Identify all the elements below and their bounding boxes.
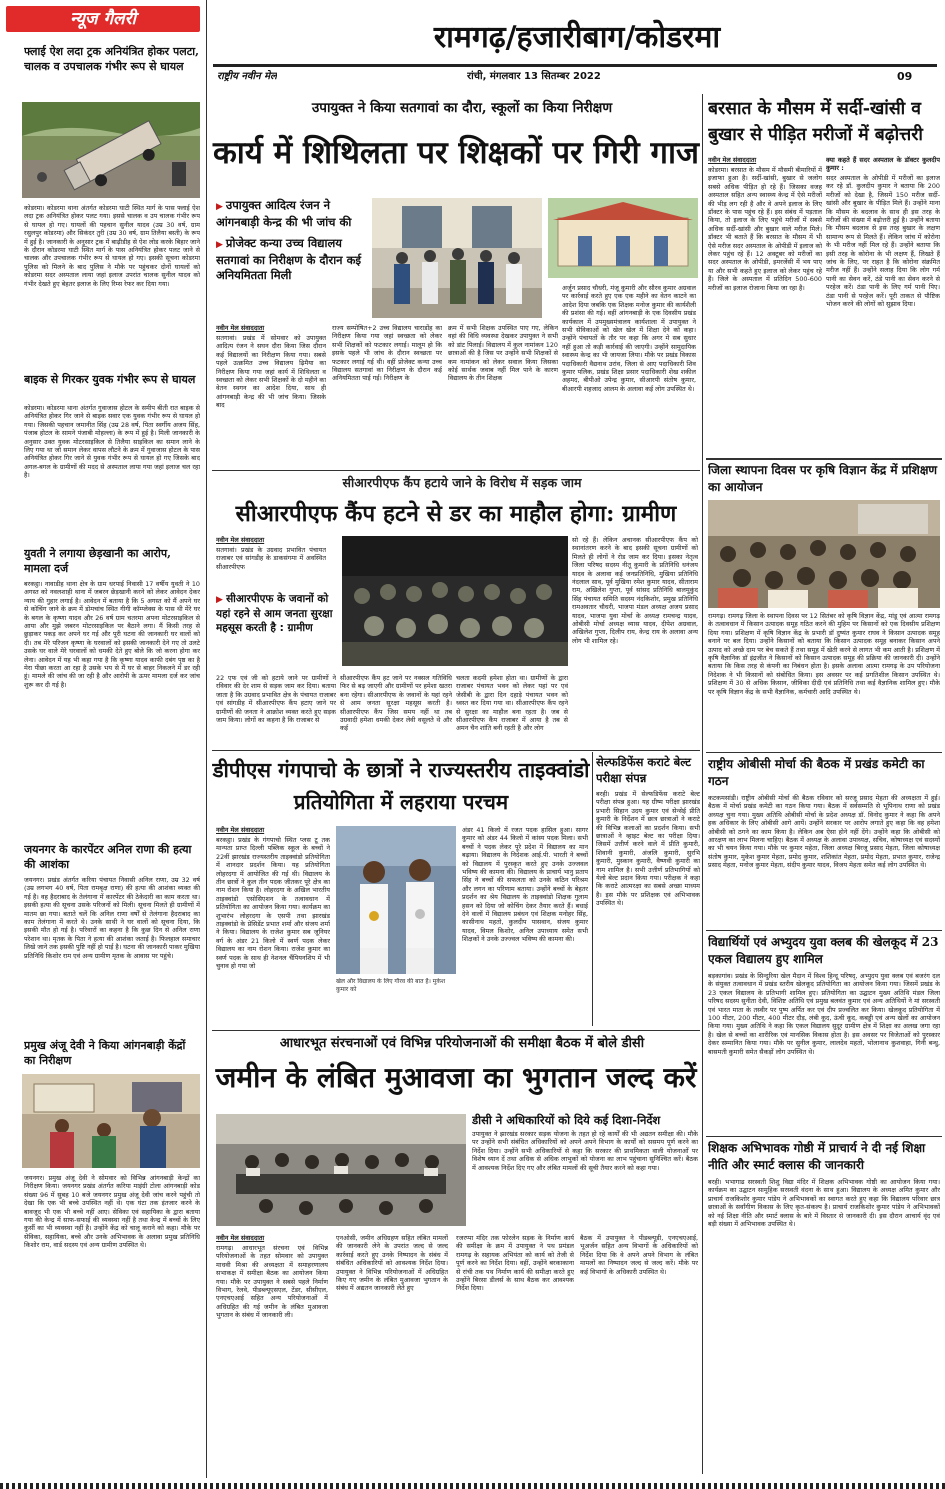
dps-body-1: बरकट्ठा। प्रखंड के गंगपाचो स्थित प्लस टू तक मान्यता प्राप्त दिल्ली पब्लिक स्कूल के बच्चों ने 22वीं झारखंड राज्यस्तरीय ताइक्वांडो प्रतियोगिता में शानदार प्रदर्शन किया। यह प्रतियोगिता लोहरदगा में आयोजित की गई थी। विद्यालय के तीन छात्रों ने कुल तीन पदक जीतकर पूरे क्षेत्र का नाम रोशन किया है। लोहरदगा के अखिल भारतीय ताइक्वांडो एसोसिएशन के तत्वावधान में प्रतियोगिता का आयोजन किया गया। कार्यक्रम का शुभारंभ लोहरदगा के एसपी तथा झारखंड ताइक्वांडो के प्रेसिडेंट प्रभात शर्मा और संजय शर्मा ने किया। विद्यालय के राजेश कुमार सब जूनियर वर्ग के अंडर 21 किलो में स्वर्ण पदक लेकर विद्यालय का नाम रोशन किया। राजेश कुमार का स्वर्ण पदक के साथ ही नेशनल चैंपियनशिप में भी चुनाव हो गया जो bbox=[216, 836, 330, 971]
kvk-photo bbox=[708, 500, 940, 608]
gallery-s1-headline: फ्लाई ऐश लदा ट्रक अनियंत्रित होकर पलटा, चालक व उपचालक गंभीर रूप से घायल bbox=[24, 45, 199, 73]
karate-headline: सेल्फडिफेंस कराटे बेल्ट परीक्षा संपन्न bbox=[596, 755, 692, 785]
dps-students-photo bbox=[336, 826, 456, 974]
dc-body-2: एनओसी, जमीन अधिग्रहण सहित लंबित मामलों की जानकारी लेने के उपरांत जल्द से जल्द कार्रवाई करते हुए उनके निष्पादन के संबंध में संबंधित अधिकारियों को आवश्यक निर्देश दिया। उपायुक्त ने विभिन्न परियोजनाओं में अधिग्रहित किए गए जमीन के लंबित मुआवजा भुगतान के संबंध में अद्यतन जानकारी लेते हुए bbox=[336, 1234, 448, 1293]
obc-headline: राष्ट्रीय ओबीसी मोर्चा की बैठक में प्रखंड कमेटी का गठन bbox=[708, 757, 925, 788]
inspection-photo bbox=[372, 198, 542, 318]
lead-col-4: अर्जुन प्रसाद चौधरी, मंजू कुमारी और सौरव कुमार अग्रवाल पर कार्रवाई करते हुए एक एक महीने का वेतन काटने का आदेश दिया जबकि एक शिक्षक मनोज कुमार की कार्यशैली की प्रशंसा की गई। वहीं आंगनबाड़ी के एक दिवसीय प्रखंड कार्यकाल में उपमुख्यमंत्रालय कार्यशाला में उपायुक्त ने सभी सेविकाओं को खेल खेल में शिक्षा देने को कहा। उन्होंने पंचायतों के तौर पर कहा कि अगर मे सब सुधार नहीं हुआ तो कड़ी कार्रवाई की जाएगी। उन्होंने सामुदायिक स्वास्थ्य केन्द्र का भी जायजा लिया। मौके पर प्रखंड विकास पदाधिकारी वैद्यनाथ उरांव, जिला से आए पदाधिकारी शिव कुमार पलिक, प्रखंड शिक्षा प्रसार पदाधिकारी शेख शकील अहमद, बीपीओ उपेन्द्र कुमार, सीआरपी संतोष कुमार, बीआरपी शहजाद आलम के अलावा कई लोग उपस्थित थे। bbox=[562, 284, 696, 393]
crpf-body-1: 22 एफ एवं जी को हटाये जाने पर ग्रामीणों ने रविवार की देर शाम से सड़क जाम कर दिया। बताया जाता है कि उग्रवाद प्रभावित क्षेत्र के पंचायत राजाबर एवं सांगडीह में सीआरपीएफ कैंप हटाए जाने पर ग्रामीणों की जनता ने आक्रोश व्यक्त करते हुए सड़क जाम किया। लोगों का कहना है कि राजाबर से bbox=[216, 674, 336, 725]
dc-headline: जमीन के लंबित मुआवजा का भुगतान जल्द करें bbox=[215, 1061, 697, 1094]
bottom-border-stripe bbox=[0, 1483, 945, 1489]
rule-dps-karate bbox=[592, 752, 593, 1026]
teachers-body: बरही। भभागाढ सरस्वती शिशु विद्या मंदिर में शिक्षक अभिभावक गोष्ठी का आयोजन किया गया। कार्यक्रम का उद्घाटन सामूहिक सरस्वती वंदना के साथ हुआ। विद्यालय के अध्यक्ष अमित कुमार और प्राचार्य राजकिशोर कुमार पांडेय ने अभिभावकों का स्वागत करते हुए कहा कि विद्यालय परिवार छात्र छात्राओं के सर्वांगीण विकास के लिए कृत-संकल्प है। प्राचार्य राजकिशोर कुमार पांडेय ने अभिभावकों को नई शिक्षा नीति और स्मार्ट क्लास के बारे में विस्तार से जानकारी दी। इस दौरान आचार्य वृंद एवं बड़ी संख्या में अभिभावक उपस्थित थे। bbox=[708, 1178, 940, 1229]
dc-story bbox=[212, 1034, 700, 1474]
kvk-illustration bbox=[708, 500, 940, 608]
crpf-story bbox=[212, 474, 700, 748]
school-illustration bbox=[548, 198, 698, 278]
inspection-illustration bbox=[372, 198, 542, 318]
page-number: 09 bbox=[897, 70, 913, 83]
rule-kvk-obc bbox=[706, 752, 942, 753]
gallery-s1-body: कोडरमा। कोडरमा थाना अंतर्गत कोडरमा घाटी स्थित मार्ग के पास फ्लाई ऐश लदा ट्रक अनियंत्रित होकर पलट गया। इससे चालक व उप चालक गंभीर रूप से घायल हो गए। घायलों की पहचान सुनील यादव (उम्र 30 वर्ष, ग्राम रसुलपुर कोडरमा) और सिकंदर तुरी (उम्र 30 वर्ष, ग्राम तिलैया बस्ती) के रूप में हुई है। जानकारी के अनुसार ट्रक में बाढ़ीडीह से ऐश लोड करके बिहार जाने के दौरान कोडरमा घाटी स्थित मार्ग के पास अनियंत्रित होकर पलट जाने से चालक और उपचालक गंभीर रूप से घायल हो गए। इसकी सूचना कोडरमा पुलिस को मिलने के बाद पुलिस ने मौके पर पहुंचकर दोनों घायलों को कोडरमा सदर अस्पताल लाया जहां इलाज उपरांत चालक सुनील यादव को गंभीर देखते हुए बेहतर इलाज के लिए रिम्स रेफर कर दिया गया। bbox=[24, 204, 200, 288]
crpf-kicker: सीआरपीएफ कैंप हटाये जाने के विरोध में सड़क जाम bbox=[342, 475, 582, 490]
obc-body: कटकमसांडी। राष्ट्रीय ओबीसी मोर्चा की बैठक रविवार को सरजू प्रसाद मेहता की अध्यक्षता में हुई। बैठक में मोर्चा प्रखंड कमेटी का गठन किया गया। बैठक में सर्वसम्मति से भूपिनाथ राणा को प्रखंड अध्यक्ष चुना गया। मुख्य अतिथि ओबीसी मोर्चा के प्रदेश अध्यक्ष डॉ. विनोद कुमार ने कहा कि अपने हक अधिकार के लिए ओबीसी आगे आयें। उन्होंने सरकार पर आरोप लगाते हुए कहा कि वह हमेशा ओबीसी को ठगने का काम किया है। लेकिन अब ऐसा होने नहीं देंगे। उन्होंने कहा कि ओबीसी को आरक्षण का लाभ मिलना चाहिए। बैठक में अध्यक्ष के अलावा उपाध्यक्ष, सचिव, कोषाध्यक्ष एवं सदस्यों का भी चयन किया गया। मौके पर कुमार महेता, जिला अध्यक्ष बिरजू प्रसाद मेहता, जिला कोषाध्यक्ष संतोष कुमार, मुकेश कुमार मेहता, प्रमोद कुमार, शशिकांत मेहता, प्रमोद मेहता, प्रभात कुमार, राजेन्द्र प्रसाद मेहता, मनोज कुमार मेहता, संदीप कुमार यादव, विजय मेहता समेत कई लोग उपस्थित थे। bbox=[708, 794, 940, 870]
protest-illustration bbox=[342, 536, 568, 666]
kvk-body: रामगढ़। रामगढ़ जिला के स्थापना दिवस पर 12 सितंबर को कृषि विज्ञान केंद्र, मांडू एवं आत्मा रामगढ़ के तत्वावधान में किसान उत्पादक समूह गठित करने की मुहिम पर किसानों को एक दिवसीय प्रशिक्षण दिया गया। प्रशिक्षण में कृषि विज्ञान केंद्र के प्रभारी डॉ दुष्यंत कुमार राघव ने किसान उत्पादक समूह बनाने पर बल दिया। उन्होंने किसानों को बताया कि किसान उत्पादक समूह बनाकर किसान अपने उत्पाद को अच्छे दाम पर बेच सकते हैं तथा समूह में खेती करने से लागत भी कम आती है। प्रशिक्षण में कृषि वैज्ञानिक डॉ इंद्रजीत ने किसानों को किसान उत्पादक समूह की प्रक्रिया की जानकारी दी। उन्होंने बताया कि किस तरह से कंपनी का निबंधन होता है। इसके अलावा आत्मा रामगढ़ के उप परियोजना निदेशक ने भी किसानों को संबोधित किया। इस अवसर पर कई प्रगतिशील किसान उपस्थित थे। प्रशिक्षण में 30 से अधिक किसान, जीविका दीदी एवं प्रतिनिधि तथा कई वैज्ञानिक शामिल हुए। मौके पर कृषि विज्ञान केंद्र के सभी वैज्ञानिक, कर्मचारी आदि उपस्थित थे। bbox=[708, 612, 940, 696]
lead-col-3: क्रम में सभी शिक्षक उपस्थित पाए गए, लेकिन वहां की विधि व्यवस्था देखकर उपायुक्त ने सभी को डांट पिलाई। विद्यालय में कुल नामांकन 120 छात्राओं की है जिस पर उन्होंने सभी शिक्षकों से कम नामांकन को लेकर सवाल किया जिसका कोई सार्थक जवाब नहीं मिल पाने के कारण विद्यालय के तीन शिक्षक bbox=[448, 324, 558, 383]
sports-body: बड़कागांव। प्रखंड के सिन्दुरिया खेल मैदान में विश्व हिन्दू परिषद्, अभ्युदय युवा क्लब एवं बजरंग दल के संयुक्त तत्वावधान में प्रखंड स्तरीय खेलकूद प्रतियोगिता का आयोजन किया गया। जिसमें प्रखंड के 23 एकल विद्यालय के प्रतिभागी शामिल हुए। प्रतियोगिता का उद्घाटन मुख्य अतिथि मंडल जिला परिषद सदस्य सुनीता देवी, विशिष्ट अतिथि एवं प्रमुख बलवंत कुमार एवं अन्य अतिथियों ने मां सरस्वती एवं भारत माता के तस्वीर पर पुष्प अर्पित कर एवं दीप प्रज्वलित कर किया। खेलकूद प्रतियोगिता में 100 मीटर, 200 मीटर, 400 मीटर दौड़, लंबी कूद, ऊंची कूद, कबड्डी एवं अन्य खेलों का आयोजन किया गया। मुख्य अतिथि ने कहा कि एकल विद्यालय सुदूर ग्रामीण क्षेत्र में शिक्षा का अलख जगा रहा है। खेल से बच्चों का शारीरिक एवं मानसिक विकास होता है। इस अवसर पर विजेताओं को पुरस्कार देकर सम्मानित किया गया। मौके पर सुनील कुमार, लालदेव महतो, भोलानाथ कुशवाहा, गिनी बन्धु, बासमती कुमारी समेत सैकड़ों लोग उपस्थित थे। bbox=[708, 972, 940, 1056]
rule-lead-crpf bbox=[212, 470, 700, 471]
sports-story bbox=[706, 934, 942, 1134]
gallery-s5-body: जयनगर। प्रमुख अंजू देवी ने सोमवार को विभिन्न आंगनबाड़ी केन्द्रों का निरीक्षण किया। जयनगर प्रखंड अंतर्गत करिया माइंग्री टोला आंगनबाड़ी कोड संख्या 96 में सुबह 10 बजे जयनगर प्रमुख अंजू देवी जांच करने पहुंची तो देखा कि एक भी बच्चे उपस्थित नहीं थे। एक घंटा तक इंतजार करने के बावजूद भी एक भी बच्चे नहीं आए। सेविका एवं सहायिका के द्वारा बताया गया की केन्द्र में साफ-सफाई की व्यवस्था नहीं है तथा केन्द्र में बच्चों के लिए कुर्सी का भी व्यवस्था नहीं है। उन्होंने केंद्र को चालू कराने को कहा। मौके पर सेविका, सहायिका, बच्चे और उनके अभिभावक के अलावा प्रमुख प्रतिनिधि किशोर राम, वार्ड सदस्य एवं अन्य ग्रामीण उपस्थित थे। bbox=[24, 1174, 200, 1250]
dc-meeting-photo bbox=[216, 1114, 466, 1226]
paper-name: राष्ट्रीय नवीन मेल bbox=[217, 71, 277, 82]
kvk-story bbox=[706, 462, 942, 750]
sports-headline: विद्यार्थियों एवं अभ्युदय युवा क्लब की खेलकूद में 23 एकल विद्यालय हुए शामिल bbox=[708, 935, 939, 966]
masthead-rule bbox=[213, 64, 937, 67]
rule-fever-kvk bbox=[706, 458, 942, 460]
dateline: रांची, मंगलवार 13 सितम्बर 2022 bbox=[467, 71, 601, 82]
teachers-headline: शिक्षक अभिभावक गोष्ठी में प्राचार्य ने दी नई शिक्षा नीति और स्मार्ट क्लास की जानकारी bbox=[708, 1141, 926, 1172]
masthead bbox=[207, 0, 945, 92]
school-photo bbox=[548, 198, 698, 278]
lead-col-1: सतगावां। प्रखंड में सोमवार को उपायुक्त आदित्य रंजन ने सघन दौरा किया जिस दौरान कई विद्यालयों का निरीक्षण किया गया। सबसे पहले उत्क्रमित उच्च विद्यालय ढ़िमैया का निरीक्षण किया गया जहां कार्य में शिथिलता व स्वच्छता को लेकर सभी शिक्षकों के दो महीने का वेतन स्थगन का आदेश दिया, साथ ही आंगनबाड़ी केन्द्र की भी जांच किया। जिसके बाद bbox=[216, 334, 326, 410]
dps-story bbox=[212, 754, 590, 1026]
obc-story bbox=[706, 756, 942, 926]
lead-bullet-2: ▶ प्रोजेक्ट कन्या उच्च विद्यालय सतगावां का निरीक्षण के दौरान कई अनियमितता मिली bbox=[216, 236, 362, 282]
gallery-s2-headline: बाइक से गिरकर युवक गंभीर रूप से घायल bbox=[24, 373, 196, 386]
meeting-illustration bbox=[216, 1114, 466, 1226]
gallery-s3-headline: युवती ने लगाया छेड़खानी का आरोप, मामला दर्ज bbox=[24, 547, 171, 575]
crpf-body-4: सो रहे हैं। लेकिन अचानक सीआरपीएफ कैंप को स्थानांतरण करने के बाद इसकी सूचना ग्रामीणों को मिलते ही लोगों ने रोड जाम कर दिया। इसका नेतृत्व जिला परिषद सदस्य नीतू कुमारी के प्रतिनिधि धनंजय यादव के अलावा कई जनप्रतिनिधि, मुखिया प्रतिनिधि नंदलाल साव, पूर्व मुखिया रमेश कुमार यादव, सीताराम राम, अखिलेश गुप्ता, पूर्व सांसद प्रतिनिधि बालमुकुंद सिंह पंचायत समिति सदस्य नंदकिशोर, प्रमुख प्रतिनिधि रामअवतार चौधरी, भाजपा मंडल अध्यक्ष अजय प्रसाद यादव, भाजपा युवा मोर्चा के अध्यक्ष रामचन्द्र यादव, ओबीसी मोर्चा अध्यक्ष व्यास यादव, दीपेश अग्रवाल, अखिलेश गुप्ता, दिलीप राय, केन्द्र राय के अलावा अन्य लोग भी शामिल रहे। bbox=[572, 536, 698, 645]
lead-col-2: राज्य सम्पोषित+2 उच्च विद्यालय चाराडोंह का निरीक्षण किया गया जहां स्वच्छता को लेकर सभी शिक्षकों को फटकार लगाई। मालूम हो कि इसके पहले भी जांच के दौरान स्वच्छता पर फटकार लगाई गई थी। वहीं प्रोजेक्ट कन्या उच्च विद्यालय सतगावां का निरीक्षण के दौरान कई अनियमितता पाई गई। निरीक्षण के bbox=[332, 324, 442, 383]
crpf-intro: सतगावां। प्रखंड के उग्रवाद प्रभावित पंचायत राजाबर एवं सांगडीह के डाकसंगमा में अवस्थित सीआरपीएफ bbox=[216, 546, 326, 571]
students-illustration bbox=[336, 826, 456, 974]
teachers-story bbox=[706, 1140, 942, 1474]
kvk-headline: जिला स्थापना दिवस पर कृषि विज्ञान केंद्र में प्रशिक्षण का आयोजन bbox=[708, 463, 938, 494]
dc-body-1: रामगढ़। आधारभूत संरचना एवं विभिन्न परियोजनाओं के तहत सोमवार को उपायुक्त माधवी मिश्रा की अध्यक्षता में समाहरणालय सभाकक्ष में समीक्षा बैठक का आयोजन किया गया। मौके पर उपायुक्त ने सबसे पहले निर्माण विभाग, रेलवे, पीडब्ल्यूएसएल, टेंडर, सीसीएल, एनएचएआई सहित अन्य परियोजनाओं में अधिग्रहित की गई जमीन के लंबित मुआवजा भुगतान के संबंध में जानकारी ली। bbox=[216, 1244, 328, 1320]
fever-headline: बरसात के मौसम में सर्दी-खांसी व बुखार से पीड़ित मरीजों में बढ़ोत्तरी bbox=[708, 99, 923, 145]
dc-body-4: बैठक में उपायुक्त ने पीडब्ल्यूडी, एनएचएआई, भूअर्जन सहित अन्य विभागों के अधिकारियों को निर्देश दिया कि वे अपने अपने विभाग के लंबित मामलों का निष्पादन जल्द से जल्द करें। मौके पर कई विभागों के अधिकारी उपस्थित थे। bbox=[580, 1234, 698, 1276]
fever-quote-head: क्या कहते हैं सदर अस्पताल के डॉक्टर कुलदीप कुमार : bbox=[826, 156, 940, 173]
fever-story bbox=[706, 96, 942, 456]
dps-headline: डीपीएस गंगपाचो के छात्रों ने राज्यस्तरीय ताइक्वांडो प्रतियोगिता में लहराया परचम bbox=[212, 758, 590, 814]
lead-kicker: उपायुक्त ने किया सतगावां का दौरा, स्कूलों का किया निरीक्षण bbox=[311, 100, 613, 116]
rule-obc-sports bbox=[706, 930, 942, 931]
rule-dps-dc bbox=[212, 1030, 700, 1031]
dps-byline: नवीन मेल संवाददाता bbox=[216, 826, 265, 834]
crpf-byline: नवीन मेल संवाददाता bbox=[216, 536, 265, 544]
crpf-quote: ▶ सीआरपीएफ के जवानों को यहां रहने से आम जनता सुरक्षा महसूस करती है : ग्रामीण bbox=[216, 593, 333, 634]
gallery-title: न्यूज गैलरी bbox=[6, 6, 200, 32]
section-title: रामगढ़/हजारीबाग/कोडरमा bbox=[433, 20, 721, 55]
gallery-s5-headline: प्रमुख अंजू देवी ने किया आंगनबाड़ी केंद्रों का निरीक्षण bbox=[24, 1039, 186, 1067]
karate-story bbox=[596, 754, 700, 1026]
vertical-rule-main bbox=[702, 94, 703, 1474]
rule-sports-teachers bbox=[706, 1136, 942, 1137]
fever-quote-body: सदर अस्पताल के ओपीडी में मरीजों का इलाज कर रहे डॉ. कुलदीप कुमार ने बताया कि 200 मरीजों को देखा है, जिसमें 150 मरीज सर्दी-खांसी और बुखार के पीड़ित मिले हैं। उन्होंने माना कि मौसम के बदलाव के साथ ही इस तरह के मरीजों की संख्या में बढ़ोत्तरी हुई है। उन्होंने बताया कि मौसम बदलाव से इस तरह बुखार के लक्षण सामान्य रूप से मिलते हैं। लेकिन जांच में कोरोना के भी मरीज नहीं मिल रहे हैं। उन्होंने बताया कि इसी तरह के कोरोना के भी लक्षण हैं, लिखते हैं जांच के लिए, पर राहत है कि कोरोना संक्रमित मरीज नहीं हैं। उन्होंने सलाह दिया कि लोग गर्म पानी का सेवन करें, ठंडे पानी का सेवन करने से परहेज करें। ठंडा पानी के लिए गर्म पानी पिए। ठंडा पानी से परहेज करें। पूरी ताकत से पौष्टिक भोजन करने की लोगों को सुझाव दिया। bbox=[826, 174, 940, 309]
dc-kicker: आधारभूत संरचनाओं एवं विभिन्न परियोजनाओं की समीक्षा बैठक में बोले डीसी bbox=[279, 1036, 645, 1051]
crpf-headline: सीआरपीएफ कैंप हटने से डर का माहौल होगा: ग्रामीण bbox=[235, 501, 677, 527]
lead-story bbox=[212, 96, 700, 468]
anganwadi-illustration bbox=[22, 1074, 200, 1168]
gallery-s2-body: कोडरमा। कोडरमा थाना अंतर्गत गुवाजास होटल के समीप बीती रात बाइक से अनियंत्रित होकर गिर जाने से बाइक सवार एक युवक गंभीर रूप से घायल हो गया। जिसकी पहचान जमानीत सिंह (उम्र 28 वर्ष, पिता स्वर्गीय अजय सिंह, पंजाब होटल के सामने पंजाबी मोहल्ला) के रूप में हुई है। मिली जानकारी के अनुसार उक्त युवक मोटरसाइकिल से तिलैया साइकिल का समान लाने के लिए गया था जो समान लेकर वापस लौटने के क्रम में गुवाजास होटल के पास अनियंत्रित होकर गिर जाने से युवक गंभीर रूप से घायल हो गए जिसके बाद अगल-बगल के ग्रामीणों की मदद से अस्पताल लाया गया जहां इलाज चल रहा है। bbox=[24, 404, 200, 480]
dps-body-2: अंडर 41 किलो में रजत पदक हासिल हुआ। सागर कुमार को अंडर 44 किलो में कांस्य पदक मिला। सभी बच्चों ने पदक लेकर पूरे प्रदेश में विद्यालय का मान बढ़ाया। विद्यालय के निदेशक आई.पी. भारती ने बच्चों को विद्यालय में पुरस्कृत करते हुए उनके उज्जवल भविष्य की कामना की। विद्यालय के प्राचार्य भानु प्रताप सिंह ने बच्चों की सफलता को उनके कठिन परिश्रम और लगन का परिणाम बताया। उन्होंने बच्चों के बेहतर प्रदर्शन का श्रेय विद्यालय के ताइक्वांडो शिक्षक गुलाम हसन को दिया जो कोचिंग देकर तैयार करते हैं। बधाई देने वालों में विद्यालय प्रबंधन एवं शिक्षक मनोहर सिंह, कासीनाथ महतो, कुलदीप पासवान, संजय कुमार यादव, विमल किशोर, अनिल उपाध्याय समेत सभी शिक्षकों ने उनके उज्ज्वल भविष्य की कामना की। bbox=[462, 826, 588, 944]
karate-body: बरही। प्रखंड में सेल्फडिफेंस कराटे बेल्ट परीक्षा संपन्न हुआ। यह ग्रीष्म परीक्षा झारखंड प्रभारी सिहान उदय कुमार एवं सेन्सेई प्रीति कुमारी के निर्देशन में छात्र छात्राओं ने कराटे की विभिन्न कलाओं का प्रदर्शन किया। सभी छात्राओं ने व्हाइट बेल्ट का परीक्षा दिया। जिसमें उत्तीर्ण करने वाले में प्रीति कुमारी, शिवानी कुमारी, अंजलि कुमारी, सुरभि कुमारी, मुस्कान कुमारी, वैष्णवी कुमारी का नाम शामिल है। सभी उत्तीर्ण प्रतिभागियों को येलो बेल्ट प्रदान किया गया। परीक्षक ने कहा कि कराटे आत्मरक्षा का सबसे अच्छा माध्यम है। इस मौके पर प्रशिक्षक एवं अभिभावक उपस्थित थे। bbox=[596, 790, 700, 908]
dps-photo-caption: खेल और विद्यालय के लिए गौरव की बात है। मुकेश कुमार को bbox=[336, 978, 446, 993]
lead-byline: नवीन मेल संवाददाता bbox=[216, 324, 265, 332]
lead-headline: कार्य में शिथिलता पर शिक्षकों पर गिरी गाज bbox=[213, 135, 699, 171]
gallery-s4-body: जयनगर। प्रखंड अंतर्गत करिया पंचायत निवासी अनिल राणा, उम्र 32 वर्ष (उम्र लगभग 40 वर्ष, पिता रामबृक्ष राणा) की हत्या की आशंका व्यक्त की गई है। वह हैदराबाद के तेलंगाना में कारपेंटर की ठेकेदारी का काम करता था। इसकी हत्या की सूचना उसके परिजनों को मिली। सूचना मिलते ही ग्रामीणों में मातम छा गया। बताते चलें कि अनिल राणा वर्षों से तेलंगाना हैदराबाद का काम तेलंगाना में करते थे। उनके साथी ने घर वालों को सूचना दिया, कि इसकी मौत हो गई है। परिवारों का कहना है कि कुछ दिन से अनिल राणा परेशान था। मृतक के पिता ने हत्या की आशंका जताई है। फिलहाल समाचार लिखे जाने तक इसकी पुष्टि नहीं हो पाई है। घटना की जानकारी पाकर मुखिया प्रतिनिधि किशोर राम एवं अन्य ग्रामीण मृतक के आवास पर पहुंचे। bbox=[24, 876, 200, 960]
news-gallery-column bbox=[0, 0, 207, 1478]
fever-body: कोडरमा। बरसात के मौसम में मौसमी बीमारियों में इजाफा हुआ है। सर्दी-खांसी, बुखार से जलोग सबसे अधिक पीड़ित हो रहे हैं। जिसका वजह अस्पताल सहित अन्य स्वास्थ्य केन्द्र में ऐसे मरीजों की भीड़ लग रही है और वे अपने इलाज के लिए डॉक्टर के पास पहुंच रहे हैं। इस संबंध में पड़ताल किया, तो इलाज के लिए पहुंचे मरीजों में सबसे अधिक सर्दी-खांसी और बुखार वाले मरीज मिले। डॉक्टर भी बताते हैं कि बरसात के मौसम में भी ऐसे मरीज सदर अस्पताल के ओपीडी में इलाज को लेकर पहुंच रहे हैं। 12 अक्टूबर को मरीजों का सदर अस्पताल के ओपीडी, इमरजेंसी में भय पाए या और सभी कहते हुए इलाज को लेकर पहुंच रहे हैं। जिले के अस्पताल में प्रतिदिन 500-600 मरीजों का इलाज रोजाना किया जा रहा है। bbox=[708, 166, 822, 292]
crpf-body-2: सीआरपीएफ कैंप हट जाने पर नक्सल गतिविधि फिर से बढ़ जाएगी और ग्रामीणों पर हमेशा खतरा बना रहेगा। सीआरपीएफ के जवानों के यहां रहने से आम जनता सुरक्षा महसूस करती है। सीआरपीएफ कैंप जिस समय नहीं था तब उग्रवादी हमेशा धमकी देकर लेवी वसूलते थे और कई bbox=[340, 674, 452, 733]
dc-sub-body: उपायुक्त ने झारखंड सरकार सड़क योजना के तहत हो रहे कार्यों की भी अद्यतन समीक्षा की। मौके पर उन्होंने सभी संबंधित अधिकारियों को अपने अपने विभाग के कार्यों को ससमय पूर्ण करने का निर्देश दिया। उन्होंने सभी अधिकारियों से कहा कि सरकार की प्राथमिकता वाली योजनाओं पर विशेष ध्यान दें तथा अधिक से अधिक लाभुकों को योजना का लाभ पहुंचाना सुनिश्चित करें। बैठक में आवश्यक निर्देश दिए गए और लंबित मामलों की सूची तैयार करने को कहा गया। bbox=[472, 1130, 698, 1172]
truck-illustration bbox=[22, 102, 200, 198]
dc-byline: नवीन मेल संवाददाता bbox=[216, 1234, 265, 1242]
crpf-protest-photo bbox=[342, 536, 568, 666]
dc-sub-headline: डीसी ने अधिकारियों को दिये कई दिशा-निर्देश bbox=[472, 1113, 661, 1127]
lead-bullet-1: ▶ उपायुक्त आदित्य रंजन ने आंगनबाड़ी केन्द्र की भी जांच की bbox=[216, 198, 352, 229]
rule-crpf-dps bbox=[212, 750, 700, 751]
dc-body-3: रजरप्पा मंदिर तक फोरलेन सड़क के निर्माण कार्य की समीक्षा के क्रम में उपायुक्त ने पथ प्रमंडल रामगढ़ के सहायक अभियंता को कार्य को तेजी से पूर्ण करने का निर्देश दिया। वहीं, उन्होंने बरकाकाना से रांची तक पथ निर्माण कार्य की समीक्षा करते हुए उन्होंने बिरसा डीलर्स के साथ बैठक कर आवश्यक निर्देश दिया। bbox=[456, 1234, 574, 1293]
crpf-body-3: चलता कदमी हमेशा होता था। ग्रामीणों के द्वारा राजाबर पंचायत भवन को लेकर यहां पर एवं जेसीबी के द्वारा दिन दहाड़े पंचायत भवन को ध्वस्त कर दिया गया था। सीआरपीएफ कैंप रहने से सुरक्षा का माहौल बना रहता है। जब से सीआरपीएफ कैंप राजाबर में आया है तब से अमन चैन शांति बनी रहती है और लोग bbox=[456, 674, 568, 733]
gallery-s3-body: बरकट्ठा। नावाडीह थाना क्षेत्र के ग्राम धरपाई निवासी 17 वर्षीय युवती ने 10 अगस्त को नवलशाही थाना में जबरन छेड़खानी करने को लेकर आवेदन देकर न्याय की गुहार लगाई है। आवेदन में बताया है कि 5 अगस्त को मैं अपने घर से कोचिंग जाने के क्रम में डोमचांच स्थित गीगी कॉम्प्लेक्स के पास थी मेरे घर के बगल के कृष्णा यादव और 26 वर्ष ग्राम चतरमा अपना मोटरसाइकिल से आया और मुझे जबरन मोटरसाइकिल पर बैठाने लगा। मैं किसी तरह से छुड़ाकर पकड़ कर अपने घर गई और पूरी घटना की जानकारी घर वालों को दी। तब मेरे परिजन कृष्णा के घरवालों को इसकी जानकारी देने गए तो उलटे उसके घर वाले मेरे घरवालों को धमकी देते हुए बोले कि जो करना होगा कर लेना। आवेदन में यह भी कहा गया है कि कृष्णा यादव काफी दबंग पृष्ठ का है मेरा पीछा करता आ रहा है उसके भय से मैं घर से बाहर निकलने में डर रही हूं। मामले की जांच की जा रही है और आरोपी के ऊपर मामला दर्ज कर जांच शुरू कर दी गई है। bbox=[24, 580, 200, 689]
anganwadi-photo bbox=[22, 1074, 200, 1168]
fever-byline: नवीन मेल संवाददाता bbox=[708, 156, 757, 164]
gallery-s4-headline: जयनगर के कारपेंटर अनिल राणा की हत्या की आशंका bbox=[24, 843, 192, 871]
truck-photo bbox=[22, 102, 200, 198]
lead-bullets bbox=[216, 198, 366, 283]
